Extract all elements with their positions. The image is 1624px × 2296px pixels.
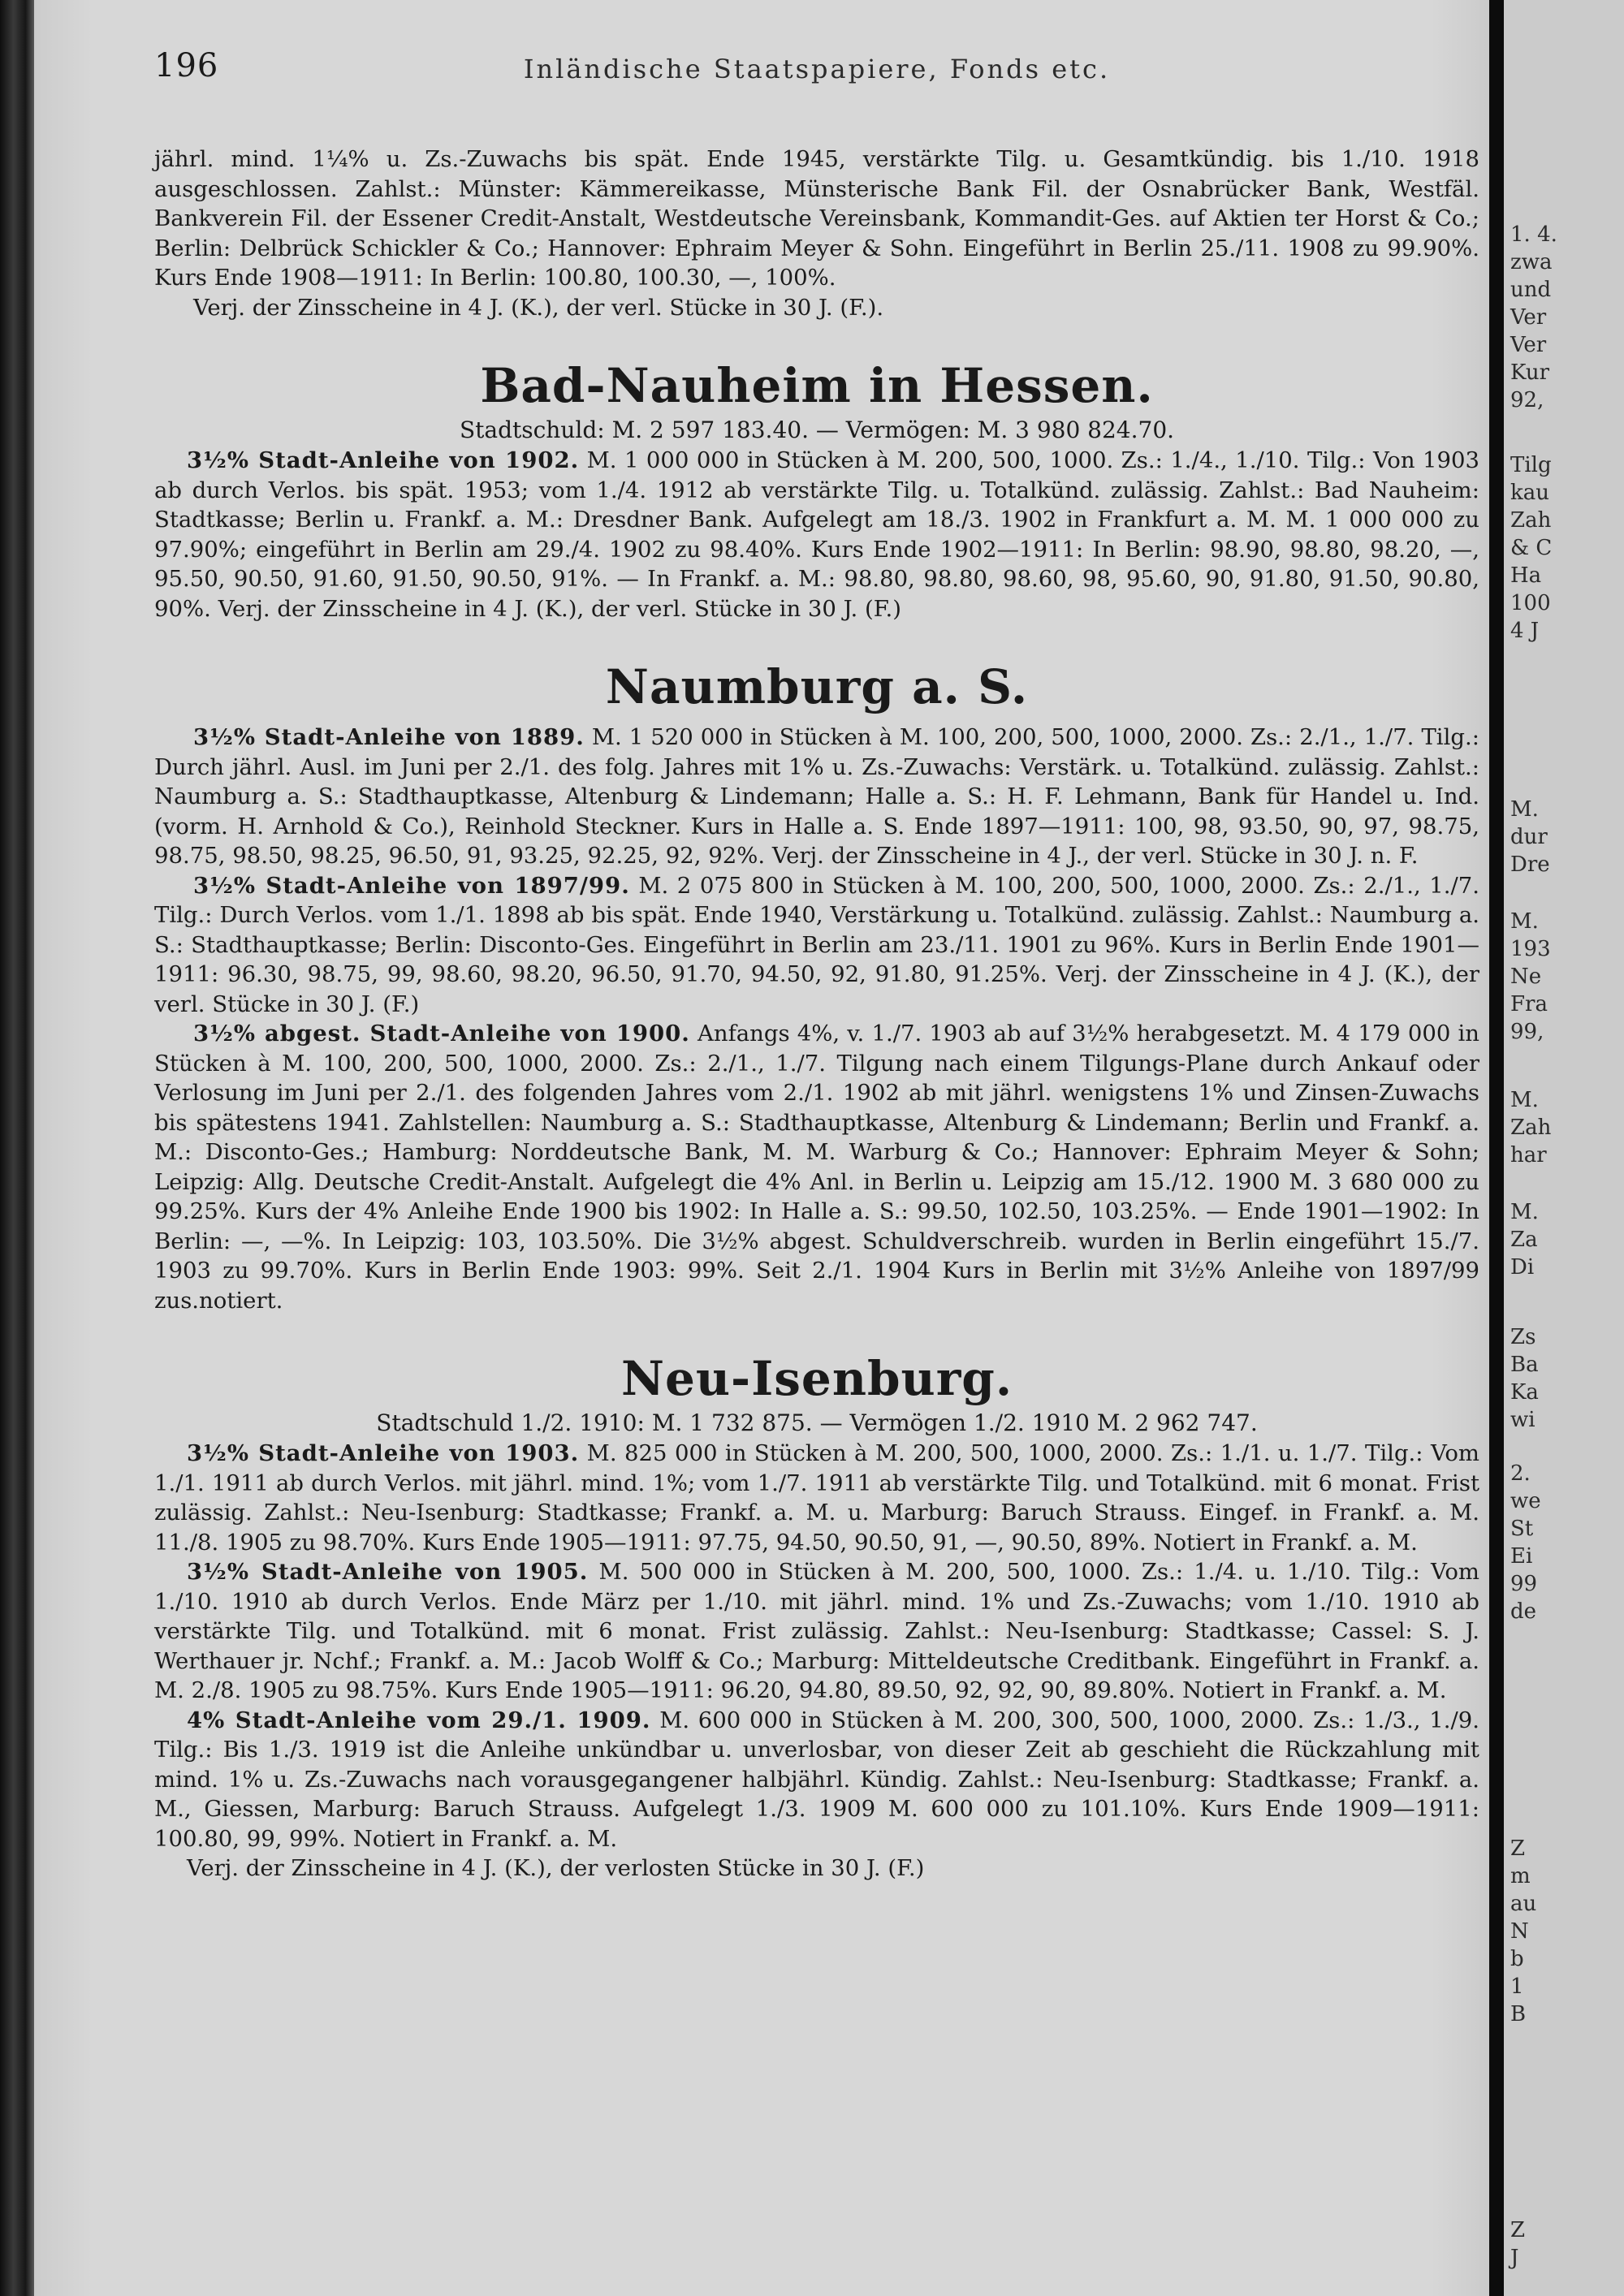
section-title-bad-nauheim [154, 356, 1479, 415]
book-binding-left [0, 0, 34, 2296]
loan-heading: 3½% Stadt-Anleihe von 1897/99. [193, 872, 630, 899]
margin-fragment: M. dur Dre [1510, 797, 1550, 877]
loan-entry [154, 1706, 1479, 1854]
title-main: Naumburg [605, 659, 895, 714]
intro-verj: Verj. der Zinsscheine in 4 J. (K.), der verl. Stücke in 30 J. (F.). [193, 294, 884, 321]
book-page [34, 0, 1489, 2296]
loan-text: M. 825 000 in Stücken à M. 200, 500, 1000, 2000. Zs.: 1./1. u. 1./7. Tilg.: Vom 1./1. 1911 ab durch Verlos. mit jährl. mind. 1%; vom 1./7. 1911 ab verstärkte Tilg. und Totalkünd. mit 6 monat. Frist zulässig. Zahlst.: Neu-Isenburg: Stadtkasse; Frankf. a. M. u. Marburg: Baruch Strauss. Eingef. in Frankf. a. M. 11./8. 1905 zu 98.70%. Kurs Ende 1905—1911: 97.75, 94.50, 90.50, 91, —, 90.50, 89%. Notiert in Frankf. a. M. [154, 1440, 1479, 1556]
loan-text: Anfangs 4%, v. 1./7. 1903 ab auf 3½% herabgesetzt. M. 4 179 000 in Stücken à M. 100, 200, 500, 1000, 2000. Zs.: 2./1., 1./7. Tilgung nach einem Tilgungs-Plane durch Ankauf oder Verlosung im Juni per 2./1. des folgenden Jahres vom 2./1. 1902 ab mit jährl. wenigstens 1% und Zinsen-Zuwachs bis spätestens 1941. Zahlstellen: Naumburg a. S.: Stadthauptkasse, Altenburg & Lindemann; Berlin und Frankf. a. M.: Disconto-Ges.; Hamburg: Norddeutsche Bank, M. M. Warburg & Co.; Hannover: Ephraim Meyer & Sohn; Leipzig: Allg. Deutsche Credit-Anstalt. Aufgelegt die 4% Anl. in Berlin u. Leipzig am 15./12. 1900 M. 3 680 000 zu 99.25%. Kurs der 4% Anleihe Ende 1900 bis 1902: In Halle a. S.: 99.50, 102.50, 103.25%. — Ende 1901—1902: In Berlin: —, —%. In Leipzig: 103, 103.50%. Die 3½% abgest. Schuldverschreib. wurden in Berlin eingeführt 15./7. 1903 zu 99.70%. Kurs in Berlin Ende 1903: 99%. Seit 2./1. 1904 Kurs in Berlin mit 3½% Anleihe von 1897/99 zus.notiert. [154, 1021, 1480, 1314]
page-header [154, 47, 1479, 93]
page-number: 196 [154, 47, 219, 84]
margin-fragment: M. 193 Ne Fra 99, [1510, 909, 1551, 1044]
margin-fragment: M. Zah har [1510, 1088, 1552, 1167]
title-main: Neu-Isenburg. [620, 1351, 1013, 1406]
title-prefix: Bad- [480, 358, 607, 413]
title-main: Nauheim [606, 358, 852, 413]
loan-entry [154, 446, 1479, 624]
margin-fragment: 1. 4. zwa und Ver Ver Kur 92, [1510, 222, 1557, 412]
loan-entry [154, 1557, 1479, 1706]
section-subline: Stadtschuld 1./2. 1910: M. 1 732 875. — Vermögen 1./2. 1910 M. 2 962 747. [376, 1409, 1258, 1436]
loan-entry [154, 1439, 1479, 1557]
loan-text: M. 500 000 in Stücken à M. 200, 500, 1000. Zs.: 1./4. u. 1./10. Tilg.: Vom 1./10. 1910 ab durch Verlos. Ende März per 1./10. mit jährl. mind. 1% und Zs.-Zuwachs; vom 1./10. 1910 ab verstärkte Tilg. und Totalkünd. mit 6 monat. Frist zulässig. Zahlst.: Neu-Isenburg: Stadtkasse; Cassel: S. J. Werthauer jr. Nchf.; Frankf. a. M.: Jacob Wolff & Co.; Marburg: Mitteldeutsche Creditbank. Eingeführt in Frankf. a. M. 2./8. 1905 zu 98.75%. Kurs Ende 1905—1911: 96.20, 94.80, 89.50, 92, 92, 90, 89.80%. Notiert in Frankf. a. M. [154, 1559, 1479, 1703]
loan-text: M. 2 075 800 in Stücken à M. 100, 200, 500, 1000, 2000. Zs.: 2./1., 1./7. Tilg.: Durch Verlos. vom 1./1. 1898 ab bis spät. Ende 1940, Verstärkung u. Totalkünd. zulässig. Zahlst.: Naumburg a. S.: Stadthauptkasse; Berlin: Disconto-Ges. Eingeführt in Berlin am 23./11. 1901 zu 96%. Kurs in Berlin Ende 1901—1911: 96.30, 98.75, 99, 98.60, 98.20, 96.50, 91.70, 94.50, 92, 91.80, 91.25%. Verj. der Zinsscheine in 4 J. (K.), der verl. Stücke in 30 J. (F.) [154, 872, 1479, 1017]
title-suffix: a. S. [894, 659, 1029, 714]
loan-entry [154, 723, 1479, 871]
section-subline: Stadtschuld: M. 2 597 183.40. — Vermögen: M. 3 980 824.70. [459, 416, 1175, 443]
adjacent-page-edge [1504, 0, 1624, 2296]
loan-text: M. 1 520 000 in Stücken à M. 100, 200, 500, 1000, 2000. Zs.: 2./1., 1./7. Tilg.: Durch jährl. Ausl. im Juni per 2./1. des folg. Jahres mit 1% u. Zs.-Zuwachs: Verstärk. u. Totalkünd. zulässig. Zahlst.: Naumburg a. S.: Stadthauptkasse, Altenburg & Lindemann; Halle a. S.: H. F. Lehmann, Bank für Handel u. Ind. (vorm. H. Arnhold & Co.), Reinhold Steckner. Kurs in Halle a. S. Ende 1897—1911: 100, 98, 93.50, 90, 97, 98.75, 98.75, 98.50, 98.25, 96.50, 91, 93.25, 92.25, 92, 92%. Verj. der Zinsscheine in 4 J., der verl. Stücke in 30 J. n. F. [154, 724, 1479, 869]
loan-heading: 4% Stadt-Anleihe vom 29./1. 1909. [187, 1707, 651, 1733]
loan-heading: 3½% Stadt-Anleihe von 1905. [187, 1559, 589, 1585]
loan-heading: 3½% abgest. Stadt-Anleihe von 1900. [193, 1021, 690, 1047]
section-verj: Verj. der Zinsscheine in 4 J. (K.), der verlosten Stücke in 30 J. (F.) [187, 1855, 925, 1881]
page-content [154, 47, 1479, 1884]
title-suffix: in Hessen. [851, 358, 1154, 413]
book-gutter [1489, 0, 1504, 2296]
margin-fragment: Z m au N b 1 B [1510, 1836, 1537, 2026]
loan-heading: 3½% Stadt-Anleihe von 1889. [193, 724, 585, 750]
loan-entry [154, 1019, 1479, 1315]
margin-fragment: Tilg kau Zah & C Ha 100 4 J [1510, 453, 1553, 643]
running-head: Inländische Staatspapiere, Fonds etc. [523, 54, 1111, 84]
loan-heading: 3½% Stadt-Anleihe von 1903. [187, 1440, 580, 1466]
intro-paragraph: jährl. mind. 1¼% u. Zs.-Zuwachs bis spät. Ende 1945, verstärkte Tilg. u. Gesamtkündig. bis 1./10. 1918 ausgeschlossen. Zahlst.: Münster: Kämmereikasse, Münsterische Bank Fil. der Osnabrücker Bank, Westfäl. Bankverein Fil. der Essener Credit-Anstalt, Westdeutsche Vereinsbank, Kommandit-Ges. auf Aktien ter Horst & Co.; Berlin: Delbrück Schickler & Co.; Hannover: Ephraim Meyer & Sohn. Eingeführt in Berlin 25./11. 1908 zu 99.90%. Kurs Ende 1908—1911: In Berlin: 100.80, 100.30, —, 100%. [154, 146, 1479, 291]
margin-fragment: Z J [1510, 2218, 1526, 2270]
margin-fragment: Zs Ba Ka wi [1510, 1325, 1539, 1432]
margin-fragment: M. Za Di [1510, 1200, 1539, 1280]
loan-text: M. 1 000 000 in Stücken à M. 200, 500, 1000. Zs.: 1./4., 1./10. Tilg.: Von 1903 ab durch Verlos. bis spät. 1953; vom 1./4. 1912 ab verstärkte Tilg. u. Totalkünd. zulässig. Zahlst.: Bad Nauheim: Stadtkasse; Berlin u. Frankf. a. M.: Dresdner Bank. Aufgelegt am 18./3. 1902 in Frankfurt a. M. M. 1 000 000 zu 97.90%; eingeführt in Berlin am 29./4. 1902 zu 98.40%. Kurs Ende 1902—1911: In Berlin: 98.90, 98.80, 98.20, —, 95.50, 90.50, 91.60, 91.50, 90.50, 91%. — In Frankf. a. M.: 98.80, 98.80, 98.60, 98, 95.60, 90, 91.80, 91.50, 90.80, 90%. Verj. der Zinsscheine in 4 J. (K.), der verl. Stücke in 30 J. (F.) [154, 447, 1479, 622]
loan-entry [154, 871, 1479, 1020]
margin-fragment: 2. we St Ei 99 de [1510, 1461, 1541, 1624]
section-title-naumburg [154, 658, 1479, 716]
loan-heading: 3½% Stadt-Anleihe von 1902. [187, 447, 580, 473]
section-title-neu-isenburg [154, 1349, 1479, 1408]
loan-text: M. 600 000 in Stücken à M. 200, 300, 500, 1000, 2000. Zs.: 1./3., 1./9. Tilg.: Bis 1./3. 1919 ist die Anleihe unkündbar u. unverlosbar, von dieser Zeit ab geschieht die Rückzahlung mit mind. 1% u. Zs.-Zuwachs nach vorausgegangener halbjährl. Kündig. Zahlst.: Neu-Isenburg: Stadtkasse; Frankf. a. M., Giessen, Marburg: Baruch Strauss. Aufgelegt 1./3. 1909 M. 600 000 zu 101.10%. Kurs Ende 1909—1911: 100.80, 99, 99%. Notiert in Frankf. a. M. [154, 1707, 1479, 1852]
